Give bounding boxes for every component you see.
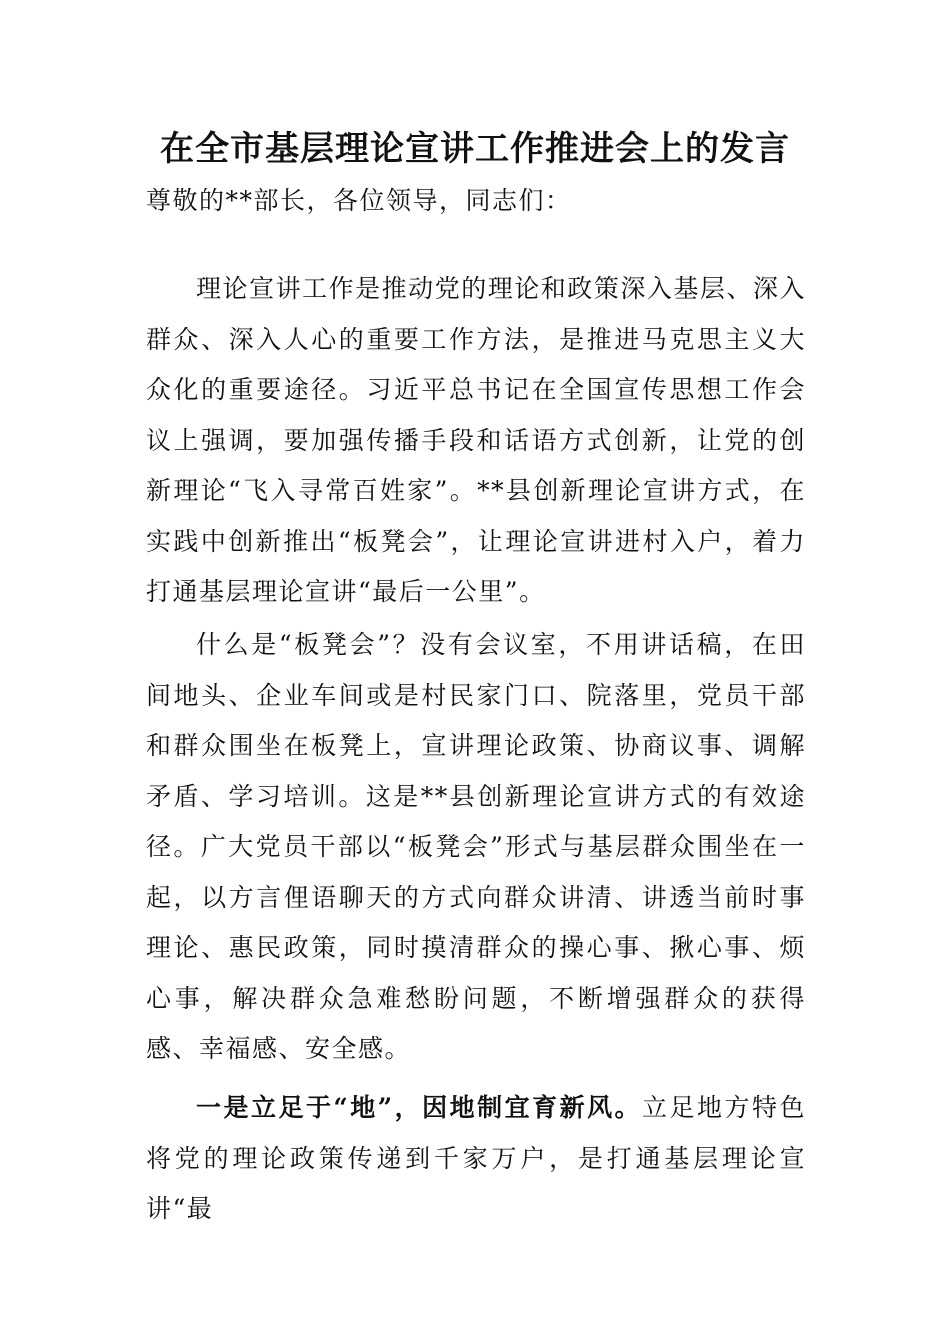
paragraph-3 xyxy=(146,1083,806,1235)
paragraph-3-lead: 一是立足于“地”，因地制宜育新风。 xyxy=(196,1093,643,1122)
paragraph-1-text: 理论宣讲工作是推动党的理论和政策深入基层、深入群众、深入人心的重要工作方法，是推进马克思主义大众化的重要途径。习近平总书记在全国宣传思想工作会议上强调，要加强传播手段和话语方式创新，让党的创新理论“飞入寻常百姓家”。**县创新理论宣讲方式，在实践中创新推出“板凳会”，让理论宣讲进村入户，着力打通基层理论宣讲“最后一公里”。 xyxy=(146,274,806,606)
greeting-line: 尊敬的**部长，各位领导，同志们： xyxy=(146,186,572,215)
paragraph-1 xyxy=(146,264,806,618)
paragraph-2-text: 什么是“板凳会”？没有会议室，不用讲话稿，在田间地头、企业车间或是村民家门口、院落里，党员干部和群众围坐在板凳上，宣讲理论政策、协商议事、调解矛盾、学习培训。这是**县创新理论宣讲方式的有效途径。广大党员干部以“板凳会”形式与基层群众围坐在一起，以方言俚语聊天的方式向群众讲清、讲透当前时事理论、惠民政策，同时摸清群众的操心事、揪心事、烦心事，解决群众急难愁盼问题，不断增强群众的获得感、幸福感、安全感。 xyxy=(146,630,806,1063)
document-title: 在全市基层理论宣讲工作推进会上的发言 xyxy=(160,129,790,169)
paragraph-2 xyxy=(146,620,806,1075)
paragraph-3-text: 立足地方特色将党的理论政策传递到千家万户，是打通基层理论宣讲“最 xyxy=(146,1093,806,1223)
